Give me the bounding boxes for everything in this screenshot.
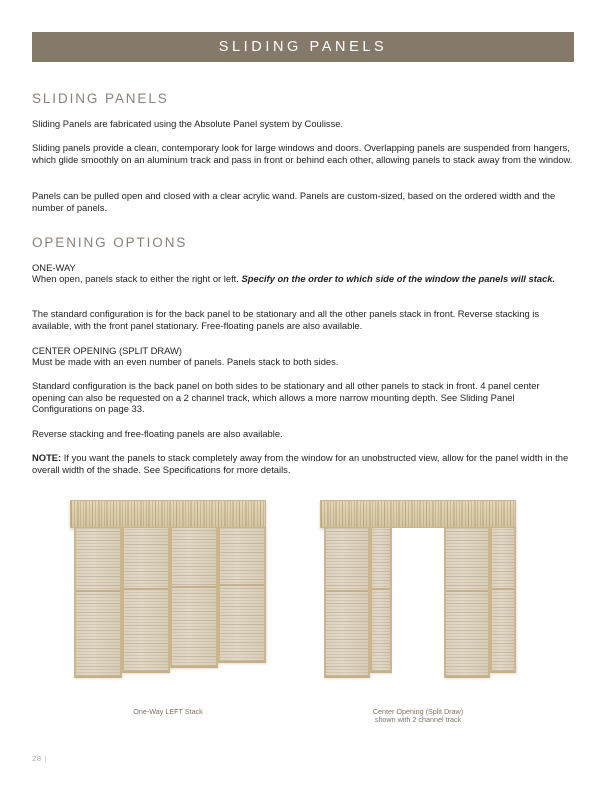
panel-center-right-2 [490, 528, 516, 673]
note-text: If you want the panels to stack completely away from the window for an unobstructed view, allow for the panel width in the overall width of the shade. See Specifications for more details. [32, 452, 569, 475]
paragraph-overview: Sliding panels provide a clean, contemporary look for large windows and doors. Overlapping panels are suspended from hangers, which glide smoothly on an aluminum track and pass in front or behind each other, allowing panels to stack away from the window. [32, 142, 573, 165]
footer-page-number: 28 [32, 754, 42, 763]
section-heading-opening-options: OPENING OPTIONS [32, 235, 188, 250]
figure-caption-center-opening-line2: shown with 2 channel track [374, 715, 462, 724]
panel-center-left-1 [324, 528, 370, 678]
paragraph-reverse-stacking: Reverse stacking and free-floating panels are also available. [32, 428, 283, 439]
center-opening-gap [392, 528, 444, 683]
note-label: NOTE: [32, 452, 62, 463]
paragraph-wand: Panels can be pulled open and closed with a clear acrylic wand. Panels are custom-sized, based on the ordered width and the number of panels. [32, 190, 556, 213]
one-way-italic-emphasis: Specify on the order to which side of the window the panels will stack. [241, 273, 556, 284]
subheading-center-opening: CENTER OPENING (SPLIT DRAW) [32, 345, 183, 356]
paragraph-intro: Sliding Panels are fabricated using the Absolute Panel system by Coulisse. [32, 118, 344, 129]
paragraph-note [32, 452, 574, 475]
page-banner [32, 32, 574, 62]
figure-caption-center-opening-line1: Center Opening (Split Draw) [372, 707, 464, 716]
panel-one-way-1 [74, 528, 122, 678]
one-way-plain-text: When open, panels stack to either the right or left. [32, 273, 242, 284]
page-footer [32, 754, 47, 763]
section-heading-sliding-panels: SLIDING PANELS [32, 91, 169, 106]
panel-center-right-1 [444, 528, 490, 678]
panel-one-way-4 [218, 528, 266, 663]
panel-one-way-3 [170, 528, 218, 668]
valance-center-opening [320, 500, 516, 528]
footer-separator: | [44, 754, 48, 763]
valance-one-way [70, 500, 266, 528]
subheading-one-way: ONE-WAY [32, 262, 76, 273]
panel-center-left-2 [370, 528, 392, 673]
banner-title: SLIDING PANELS [218, 39, 388, 55]
paragraph-one-way-configuration: The standard configuration is for the back panel to be stationary and all the other panels stack in front. Reverse stacking is available, with the front panel stationary. Free-floating panels are also available. [32, 308, 540, 331]
paragraph-one-way-stack [32, 273, 574, 285]
paragraph-center-opening-configuration: Standard configuration is the back panel on both sides to be stationary and all other panels to stack in front. 4 panel center opening can also be requested on a 2 channel track, which allows a more narrow mounting depth. See Sliding Panel Configurations on page 33. [32, 380, 540, 415]
figure-caption-one-way: One-Way LEFT Stack [133, 707, 203, 716]
paragraph-center-opening-intro: Must be made with an even number of panels. Panels stack to both sides. [32, 356, 339, 367]
panel-one-way-2 [122, 528, 170, 673]
